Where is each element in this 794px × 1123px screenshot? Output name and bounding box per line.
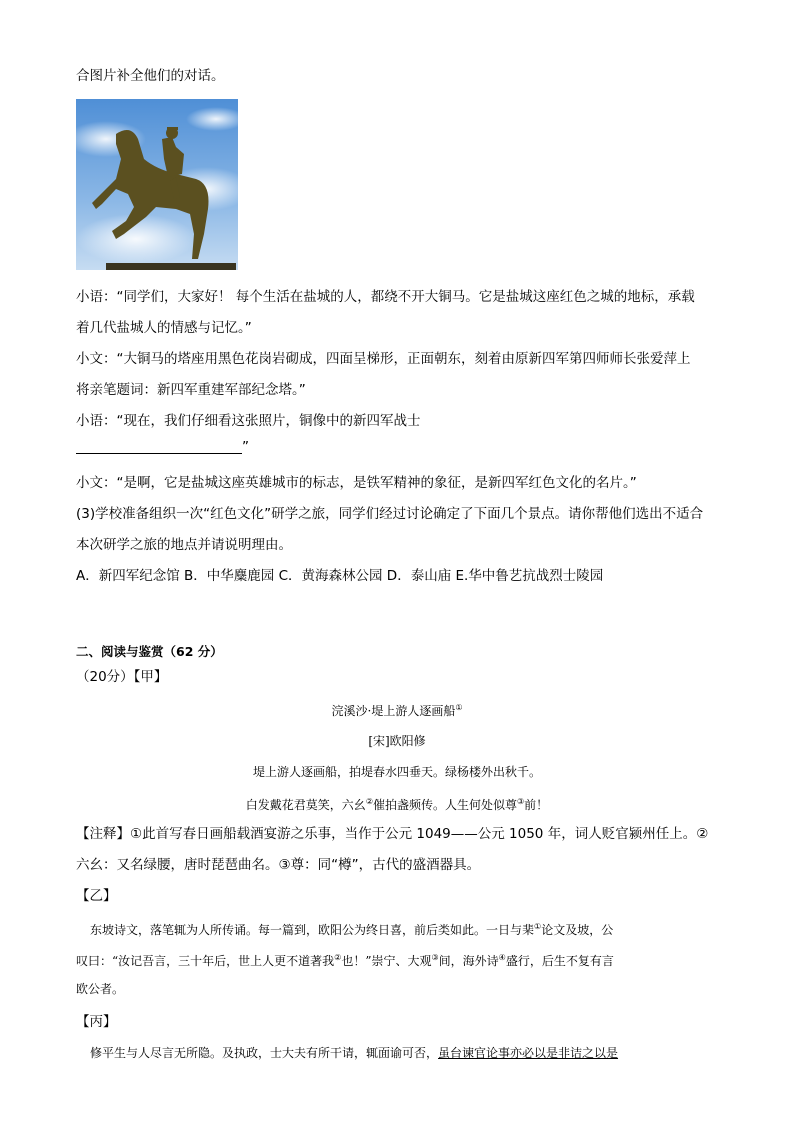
question-3-options: A．新四军纪念馆 B．中华麋鹿园 C．黄海森林公园 D．泰山庙 E.华中鲁艺抗战烈士陵园 bbox=[76, 568, 604, 584]
section-yi-label: 【乙】 bbox=[76, 888, 117, 904]
poem-title: 浣溪沙·堤上游人逐画船① bbox=[331, 703, 463, 718]
statue-photo bbox=[76, 99, 238, 270]
yi-line-1: 东坡诗文，落笔辄为人所传诵。每一篇到，欧阳公为终日喜，前后类如此。一日与棐①论文及坡，公 bbox=[90, 922, 614, 937]
poem-line-1: 堤上游人逐画船，拍堤春水四垂天。绿杨楼外出秋千。 bbox=[252, 765, 541, 779]
yi-line-3: 欧公者。 bbox=[76, 982, 125, 996]
dialogue-close-quote: ” bbox=[242, 439, 249, 455]
dialogue-line-1b: 着几代盐城人的情感与记忆。” bbox=[76, 320, 252, 336]
dialogue-line-2b: 将亲笔题词：新四军重建军部纪念塔。” bbox=[76, 382, 306, 398]
notes-line-1: 【注释】①此首写春日画船载酒宴游之乐事，当作于公元 1049——公元 1050 年，词人贬官颍州任上。② bbox=[76, 826, 709, 842]
yi-line-2: 叹曰：“汝记吾言，三十年后，世上人更不道著我②也！”崇宁、大观③间，海外诗④盛行，后生不复有言 bbox=[76, 953, 614, 968]
answer-blank bbox=[76, 453, 242, 454]
bing-line-1: 修平生与人尽言无所隐。及执政，士大夫有所干请，辄面谕可否，虽台谏官论事亦必以是非诘之以是 bbox=[90, 1046, 619, 1060]
section-bing-label: 【丙】 bbox=[76, 1014, 117, 1030]
notes-line-2: 六幺：又名绿腰，唐时琵琶曲名。③尊：同“樽”，古代的盛酒器具。 bbox=[76, 857, 481, 873]
question-3-line-2: 本次研学之旅的地点并请说明理由。 bbox=[76, 537, 292, 553]
dialogue-line-1a: 小语：“同学们，大家好！ 每个生活在盐城的人，都绕不开大铜马。它是盐城这座红色之城的地标，承载 bbox=[76, 289, 695, 305]
bing-underlined-sentence: 虽台谏官论事亦必以是非诘之以是 bbox=[438, 1046, 619, 1060]
dialogue-line-3a: 小语：“现在，我们仔细看这张照片，铜像中的新四军战士 bbox=[76, 413, 421, 429]
section-2-heading: 二、阅读与鉴赏（62 分） bbox=[76, 644, 223, 659]
dialogue-line-4: 小文：“是啊，它是盐城这座英雄城市的标志，是铁军精神的象征，是新四军红色文化的名片。” bbox=[76, 475, 637, 491]
section-2-subheading: （20分）【甲】 bbox=[76, 669, 168, 685]
bronze-horse-statue-image bbox=[76, 99, 238, 270]
poem-line-2: 白发戴花君莫笑，六幺②催拍盏频传。人生何处似尊③前！ bbox=[245, 797, 549, 812]
poem-author: [宋]欧阳修 bbox=[368, 734, 426, 748]
intro-text: 合图片补全他们的对话。 bbox=[76, 68, 225, 84]
dialogue-line-2a: 小文：“大铜马的塔座用黑色花岗岩砌成，四面呈梯形，正面朝东，刻着由原新四军第四师师长张爱萍上 bbox=[76, 351, 691, 367]
question-3-line-1: (3)学校准备组织一次“红色文化”研学之旅，同学们经过讨论确定了下面几个景点。请你帮他们选出不适合 bbox=[76, 506, 704, 522]
